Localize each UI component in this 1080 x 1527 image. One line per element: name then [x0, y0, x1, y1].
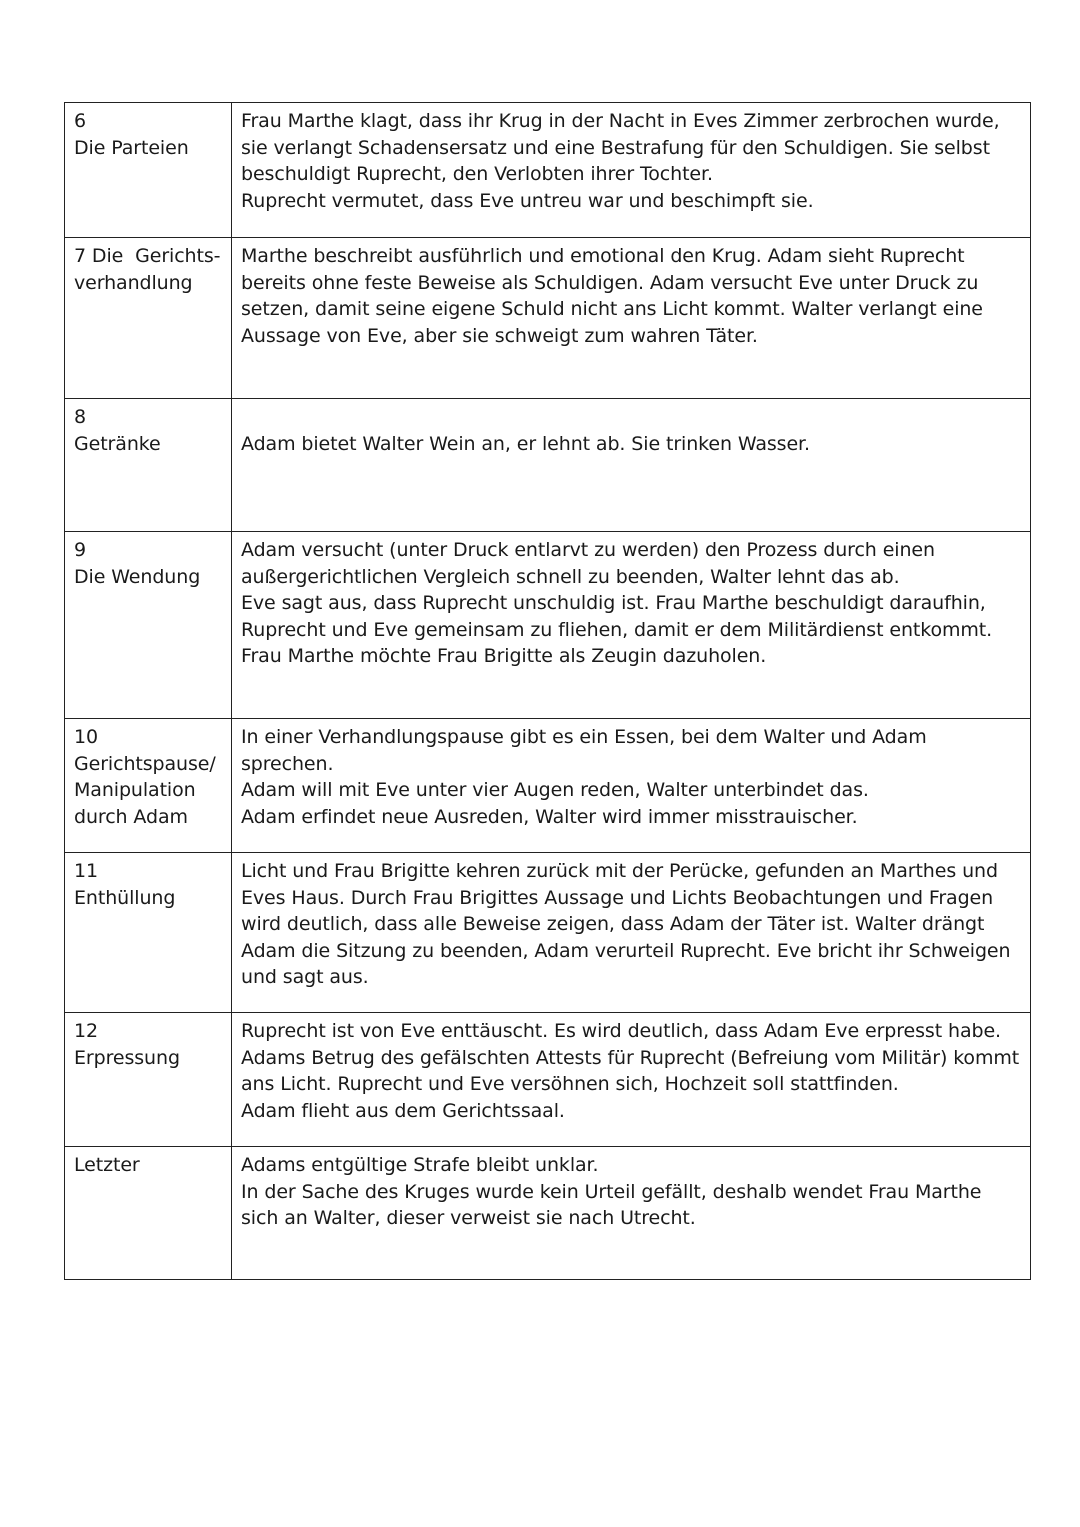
scene-summary-cell — [232, 1147, 1031, 1280]
summary-paragraph: In der Sache des Kruges wurde kein Urteil gefällt, deshalb wendet Frau Marthe sich an Walter, dieser verweist sie nach Utrecht. — [241, 1180, 982, 1229]
scene-number: 10 — [74, 726, 98, 748]
scene-title: Die Parteien — [74, 136, 189, 159]
scene-title: Letzter — [74, 1154, 140, 1176]
scene-summary-cell — [232, 238, 1031, 399]
summary-paragraph: Ruprecht vermutet, dass Eve untreu war und beschimpft sie. — [241, 189, 814, 212]
scene-number: 12 — [74, 1020, 98, 1042]
table-row — [65, 719, 1031, 853]
summary-paragraph: Adam flieht aus dem Gerichtssaal. — [241, 1099, 565, 1122]
summary-paragraph: Frau Marthe klagt, dass ihr Krug in der Nacht in Eves Zimmer zerbrochen wurde, sie verlangt Schadensersatz und eine Bestrafung für den Schuldigen. Sie selbst beschuldigt Ruprecht, den Verlobten ihrer Tochter. — [241, 110, 1000, 185]
summary-paragraph: In einer Verhandlungspause gibt es ein Essen, bei dem Walter und Adam sprechen. — [241, 726, 927, 775]
summary-paragraph: Frau Marthe möchte Frau Brigitte als Zeugin dazuholen. — [241, 645, 767, 667]
scene-summary-cell — [232, 399, 1031, 532]
scene-label-cell — [65, 532, 232, 719]
scene-label-cell — [65, 399, 232, 532]
scene-number: 8 — [74, 406, 86, 428]
scene-number: 11 — [74, 860, 98, 882]
summary-paragraph: Adam will mit Eve unter vier Augen reden, Walter unterbindet das. — [241, 779, 869, 801]
table-row — [65, 1013, 1031, 1147]
scene-number: 6 — [74, 110, 86, 132]
scene-title: Die Wendung — [74, 565, 201, 588]
scene-label-cell — [65, 1013, 232, 1147]
summary-paragraph: Adams Betrug des gefälschten Attests für Ruprecht (Befreiung vom Militär) kommt ans Licht. Ruprecht und Eve versöhnen sich, Hochzeit soll stattfinden. — [241, 1046, 1020, 1095]
scene-title: Gerichtspause/ — [74, 752, 216, 775]
table-row — [65, 238, 1031, 399]
summary-paragraph: Adam versucht (unter Druck entlarvt zu werden) den Prozess durch einen außergerichtlichen Vergleich schnell zu beenden, Walter lehnt das ab. — [241, 539, 935, 588]
summary-paragraph: Adam bietet Walter Wein an, er lehnt ab. Sie trinken Wasser. — [241, 432, 810, 455]
summary-paragraph: Adams entgültige Strafe bleibt unklar. — [241, 1154, 599, 1176]
table-row — [65, 399, 1031, 532]
scene-label-cell — [65, 238, 232, 399]
summary-paragraph: Eve sagt aus, dass Ruprecht unschuldig ist. Frau Marthe beschuldigt daraufhin, Ruprecht und Eve gemeinsam zu fliehen, damit er dem Militärdienst entkommt. — [241, 592, 993, 641]
scene-summary-cell — [232, 719, 1031, 853]
scene-title: durch Adam — [74, 805, 188, 828]
summary-paragraph: Marthe beschreibt ausführlich und emotional den Krug. Adam sieht Ruprecht bereits ohne feste Beweise als Schuldigen. Adam versucht Eve unter Druck zu setzen, damit seine eigene Schuld nicht ans Licht kommt. Walter verlangt eine Aussage von Eve, aber sie schweigt zum wahren Täter. — [241, 245, 983, 347]
table-row — [65, 853, 1031, 1013]
scene-number: 9 — [74, 539, 86, 561]
scene-summary-cell — [232, 103, 1031, 238]
scene-label-cell — [65, 719, 232, 853]
scene-label-cell — [65, 103, 232, 238]
scene-summary-cell — [232, 1013, 1031, 1147]
scene-summary-cell — [232, 532, 1031, 719]
scene-number: 7 Die Gerichts- — [74, 245, 221, 267]
scene-title: Manipulation — [74, 779, 196, 801]
table-row — [65, 1147, 1031, 1280]
blank-line — [241, 404, 1021, 431]
summary-paragraph: Ruprecht ist von Eve enttäuscht. Es wird deutlich, dass Adam Eve erpresst habe. — [241, 1020, 1001, 1042]
scene-summary-table — [64, 102, 1031, 1280]
scene-title: Getränke — [74, 432, 161, 455]
scene-title: verhandlung — [74, 271, 193, 294]
scene-title: Erpressung — [74, 1046, 180, 1069]
summary-paragraph: Adam erfindet neue Ausreden, Walter wird immer misstrauischer. — [241, 805, 858, 828]
summary-paragraph: Licht und Frau Brigitte kehren zurück mit der Perücke, gefunden an Marthes und Eves Haus. Durch Frau Brigittes Aussage und Lichts Beobachtungen und Fragen wird deutlich, dass alle Beweise zeigen, dass Adam der Täter ist. Walter drängt Adam die Sitzung zu beenden, Adam verurteil Ruprecht. Eve bricht ihr Schweigen und sagt aus. — [241, 860, 1011, 988]
scene-title: Enthüllung — [74, 886, 176, 909]
scene-label-cell — [65, 1147, 232, 1280]
scene-summary-cell — [232, 853, 1031, 1013]
table-row — [65, 103, 1031, 238]
scene-label-cell — [65, 853, 232, 1013]
table-row — [65, 532, 1031, 719]
